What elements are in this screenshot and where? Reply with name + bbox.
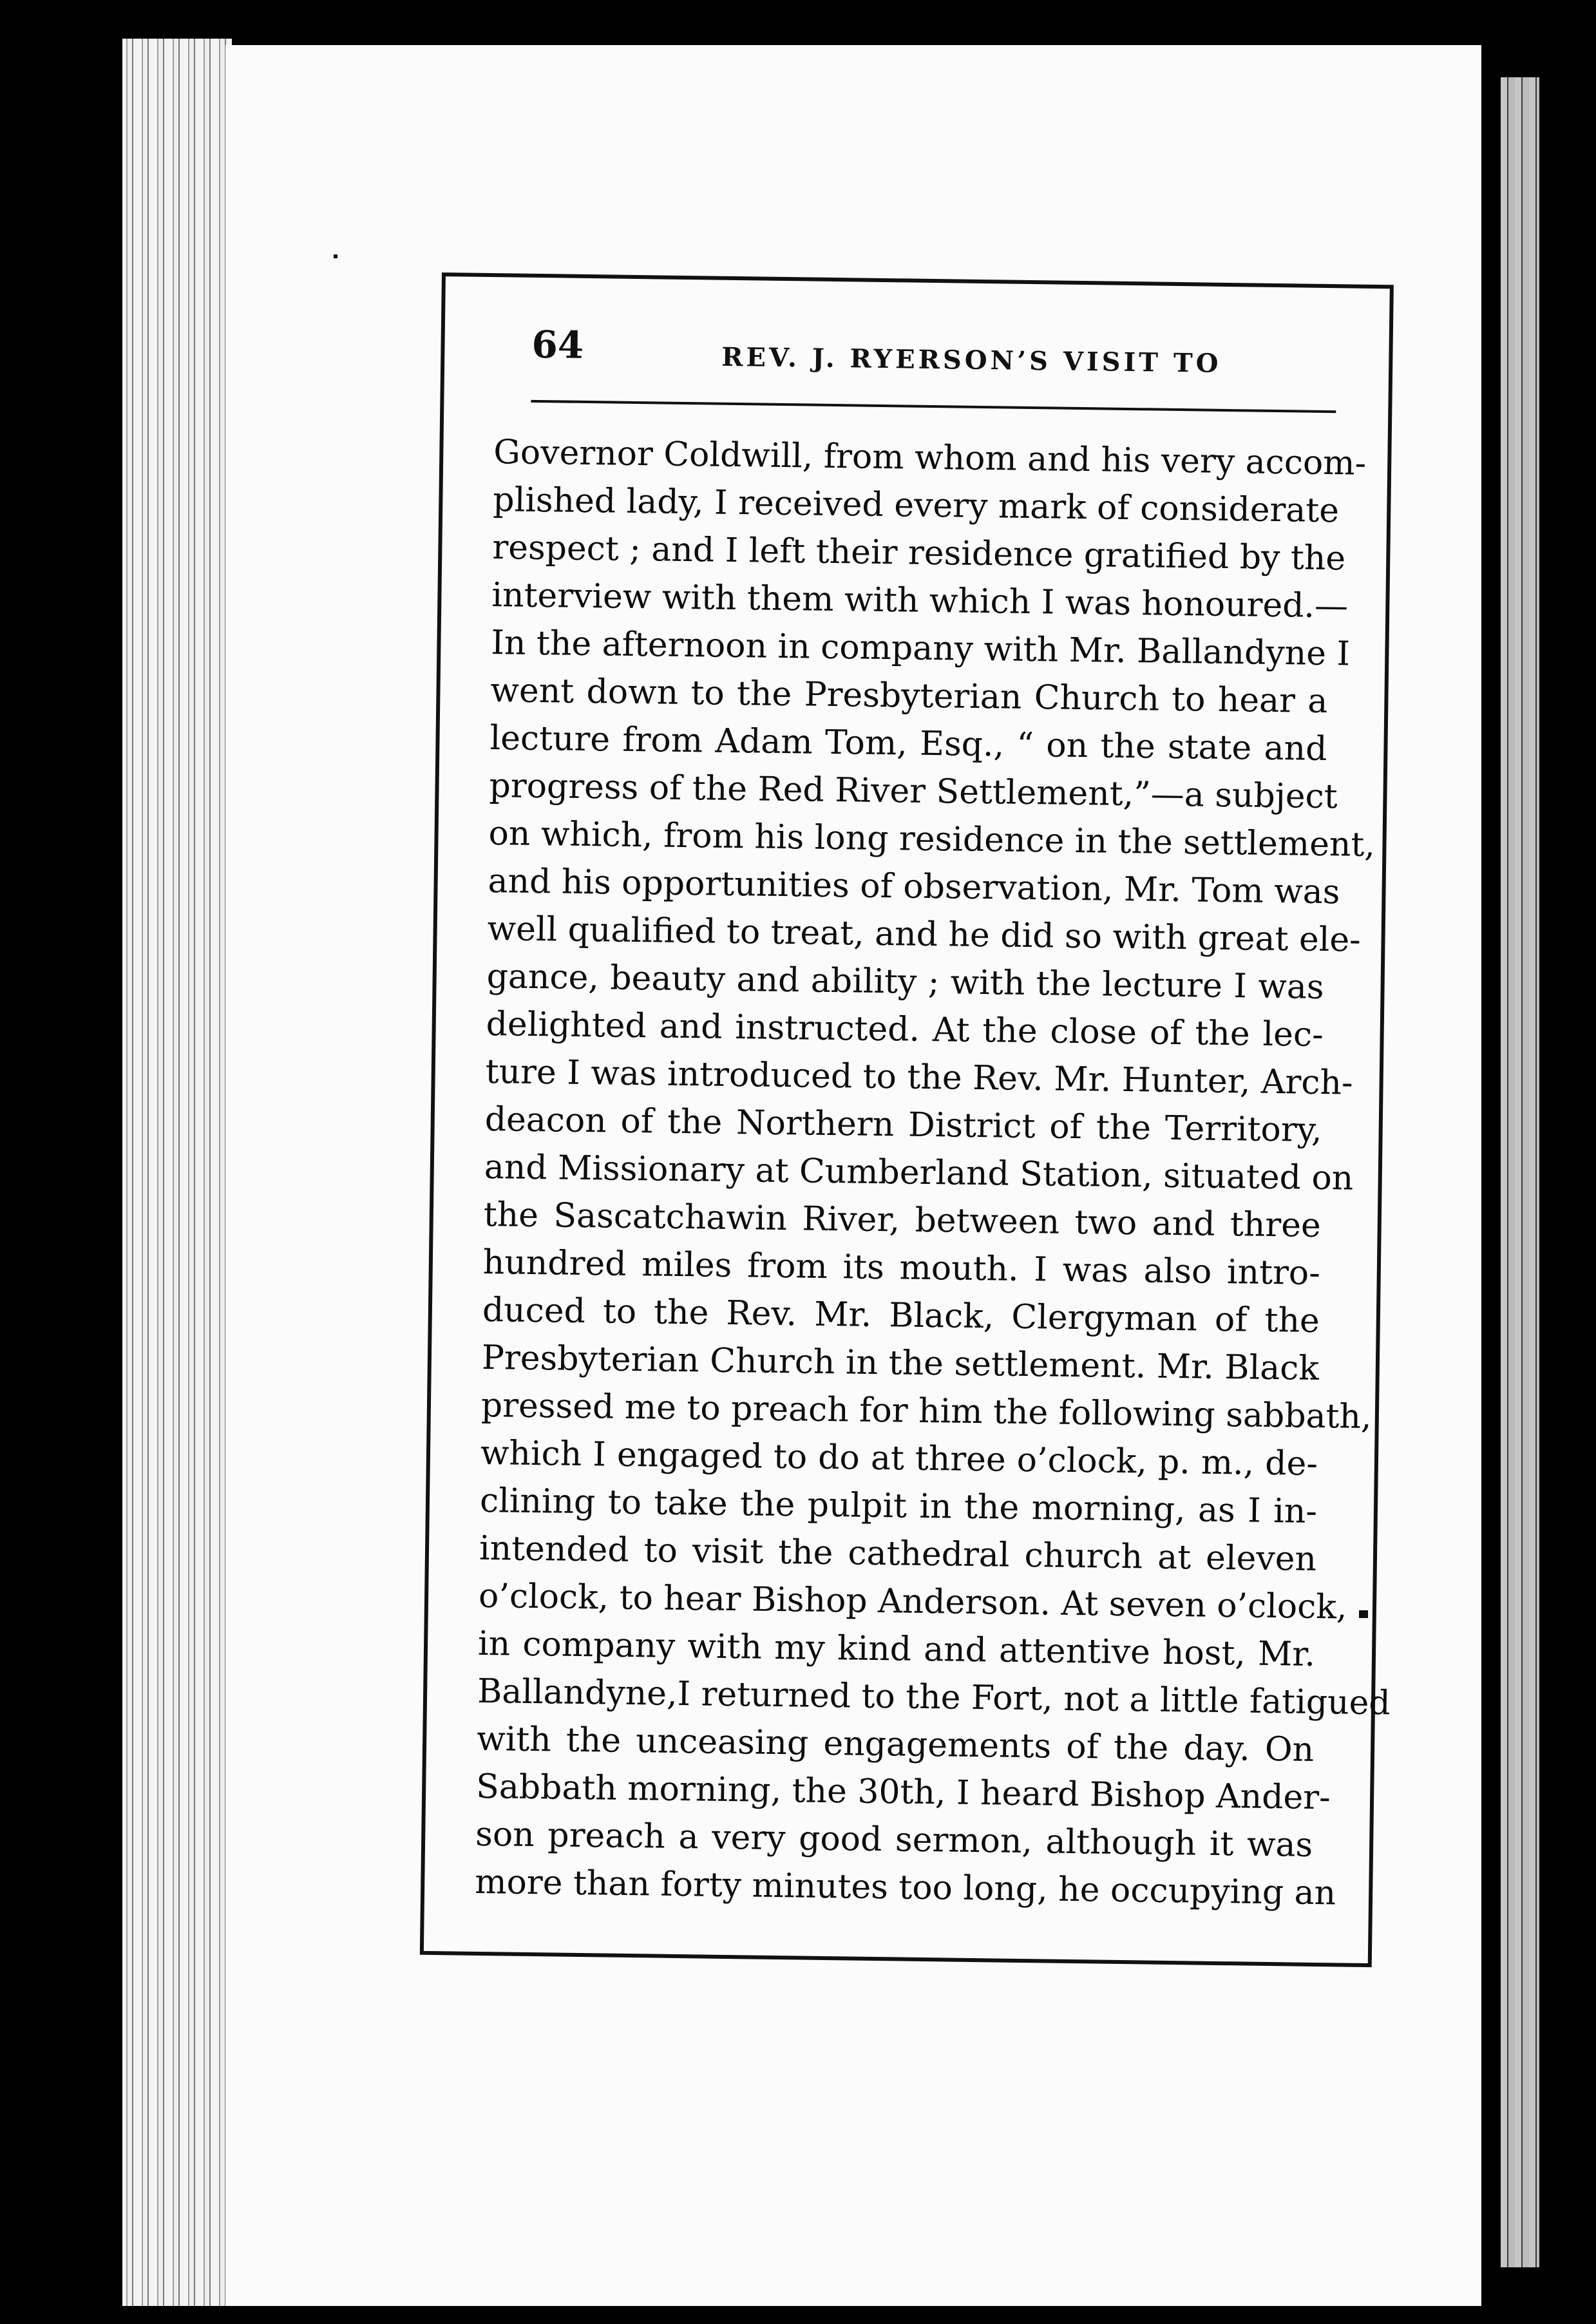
header-rule bbox=[531, 400, 1336, 413]
text-line: o’clock, to hear Bishop Anderson. At seven o’clock, bbox=[478, 1576, 1347, 1627]
text-line: delighted and instructed. At the close of the lec- bbox=[486, 1005, 1324, 1055]
text-line: more than forty minutes too long, he occupying an bbox=[474, 1862, 1336, 1913]
printed-frame bbox=[420, 272, 1394, 1967]
text-line: respect ; and I left their residence gratified by the bbox=[492, 528, 1346, 578]
text-line: Presbyterian Church in the settlement. Mr. Black bbox=[481, 1338, 1320, 1388]
text-line: hundred miles from its mouth. I was also intro- bbox=[482, 1243, 1321, 1293]
text-line: In the afternoon in company with Mr. Ballandyne I bbox=[491, 624, 1351, 674]
text-line: Sabbath morning, the 30th, I heard Bishop Ander- bbox=[475, 1767, 1331, 1818]
text-line: in company with my kind and attentive host, Mr. bbox=[477, 1624, 1316, 1674]
text-line: on which, from his long residence in the settlement, bbox=[488, 814, 1376, 865]
text-line: pressed me to preach for him the following sabbath, bbox=[480, 1386, 1372, 1437]
margin-dot bbox=[334, 254, 337, 258]
text-line: gance, beauty and ability ; with the lecture I was bbox=[486, 957, 1324, 1007]
margin-mark bbox=[1359, 1610, 1368, 1618]
text-line: the Sascatchawin River, between two and three bbox=[483, 1195, 1322, 1245]
text-line: progress of the Red River Settlement,”—a subject bbox=[489, 767, 1338, 817]
scan-left-border bbox=[0, 0, 122, 2324]
text-line: Governor Coldwill, from whom and his very accom- bbox=[493, 433, 1367, 483]
text-line: well qualified to treat, and he did so with great ele- bbox=[487, 910, 1362, 960]
page-number: 64 bbox=[531, 322, 584, 367]
body-text bbox=[474, 428, 1391, 1917]
text-line: lecture from Adam Tom, Esq., “ on the state and bbox=[489, 719, 1327, 769]
text-line: interview with them with which I was honoured.— bbox=[491, 576, 1349, 626]
text-line: and Missionary at Cumberland Station, situated on bbox=[484, 1147, 1354, 1198]
text-line: went down to the Presbyterian Church to hear a bbox=[490, 671, 1328, 721]
text-line: with the unceasing engagements of the day. On bbox=[476, 1719, 1315, 1769]
text-line: son preach a very good sermon, although it was bbox=[475, 1814, 1313, 1865]
text-line: Ballandyne,I returned to the Fort, not a little fatigued bbox=[477, 1672, 1391, 1723]
text-line: duced to the Rev. Mr. Black, Clergyman of the bbox=[482, 1290, 1320, 1340]
text-line: plished lady, I received every mark of considerate bbox=[492, 481, 1340, 531]
running-head: REV. J. RYERSON’S VISIT TO bbox=[721, 341, 1222, 379]
page-edges bbox=[122, 39, 232, 2306]
text-line: deacon of the Northern District of the Territory, bbox=[484, 1100, 1323, 1150]
text-line: clining to take the pulpit in the morning, as I in- bbox=[479, 1481, 1318, 1531]
text-line: ture I was introduced to the Rev. Mr. Hunter, Arch- bbox=[485, 1052, 1353, 1103]
next-page-edge bbox=[1501, 77, 1539, 2267]
text-line: intended to visit the cathedral church at eleven bbox=[479, 1529, 1317, 1579]
text-line: and his opportunities of observation, Mr. Tom was bbox=[488, 862, 1340, 912]
text-line: which I engaged to do at three o’clock, p. m., de- bbox=[480, 1433, 1318, 1483]
